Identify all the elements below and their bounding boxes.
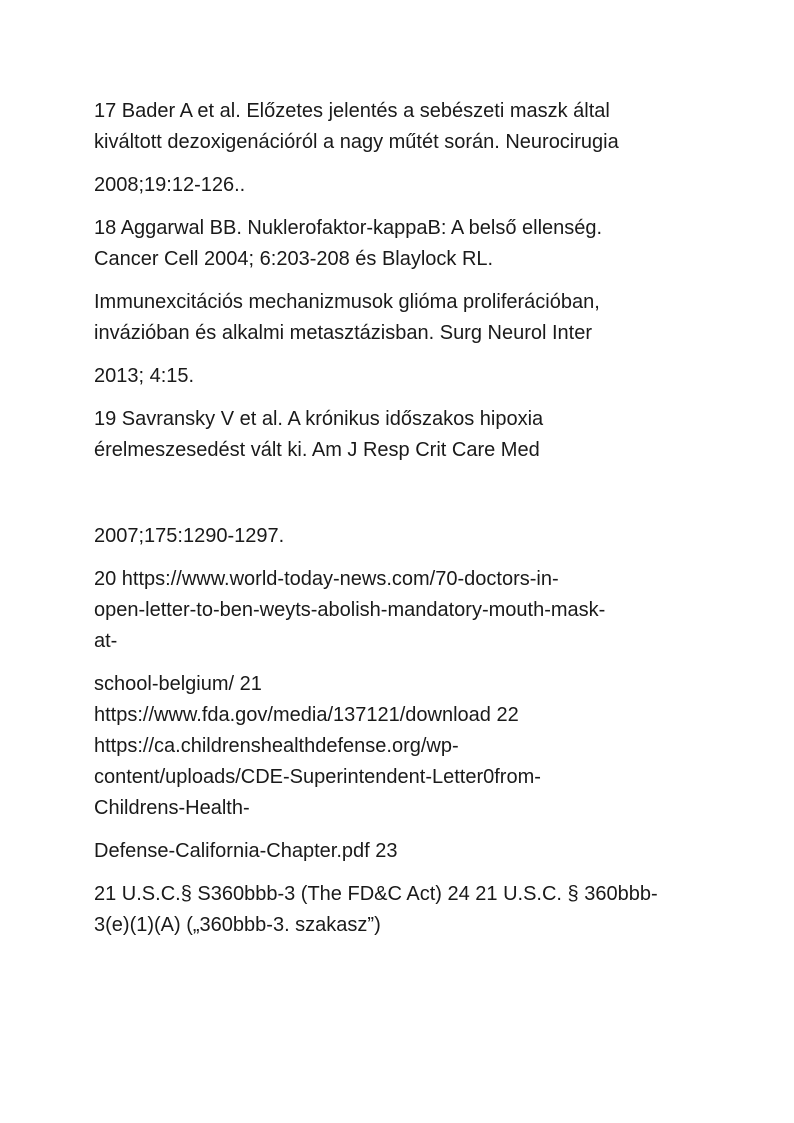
text-line: school-belgium/ 21	[94, 673, 262, 695]
reference-18-continued	[94, 287, 714, 349]
text-line: open-letter-to-ben-weyts-abolish-mandatory-mouth-mask-	[94, 599, 606, 621]
text-line: Defense-California-Chapter.pdf 23	[94, 840, 398, 862]
reference-18-year	[94, 361, 714, 392]
text-line: 2013; 4:15.	[94, 365, 195, 387]
reference-17	[94, 96, 714, 158]
reference-21-usc	[94, 879, 714, 941]
text-line: Cancer Cell 2004; 6:203-208 és Blaylock RL.	[94, 248, 494, 270]
reference-20-22	[94, 669, 714, 824]
text-line: 19 Savransky V et al. A krónikus időszakos hipoxia	[94, 408, 544, 430]
document-page	[94, 96, 714, 941]
text-line: Immunexcitációs mechanizmusok glióma proliferációban,	[94, 291, 600, 313]
text-line: 2008;19:12-126..	[94, 174, 246, 196]
reference-20	[94, 564, 714, 657]
text-line: https://www.fda.gov/media/137121/download 22	[94, 704, 519, 726]
reference-22-continued	[94, 836, 714, 867]
text-line: érelmeszesedést vált ki. Am J Resp Crit Care Med	[94, 439, 540, 461]
reference-19	[94, 404, 714, 466]
text-line: 2007;175:1290-1297.	[94, 525, 285, 547]
text-line: content/uploads/CDE-Superintendent-Letter0from-	[94, 766, 541, 788]
text-line: 21 U.S.C.§ S360bbb-3 (The FD&C Act) 24 21 U.S.C. § 360bbb-	[94, 883, 658, 905]
text-line: Childrens-Health-	[94, 797, 250, 819]
text-line: 18 Aggarwal BB. Nuklerofaktor-kappaB: A belső ellenség.	[94, 217, 603, 239]
reference-17-year	[94, 170, 714, 201]
text-line: https://ca.childrenshealthdefense.org/wp-	[94, 735, 459, 757]
text-line: 3(e)(1)(A) („360bbb-3. szakasz”)	[94, 914, 381, 936]
reference-19-year	[94, 521, 714, 552]
text-line: 20 https://www.world-today-news.com/70-doctors-in-	[94, 568, 559, 590]
text-line: kiváltott dezoxigenációról a nagy műtét során. Neurocirugia	[94, 131, 619, 153]
reference-18	[94, 213, 714, 275]
text-line: invázióban és alkalmi metasztázisban. Surg Neurol Inter	[94, 322, 593, 344]
text-line: at-	[94, 630, 118, 652]
text-line: 17 Bader A et al. Előzetes jelentés a sebészeti maszk által	[94, 100, 610, 122]
